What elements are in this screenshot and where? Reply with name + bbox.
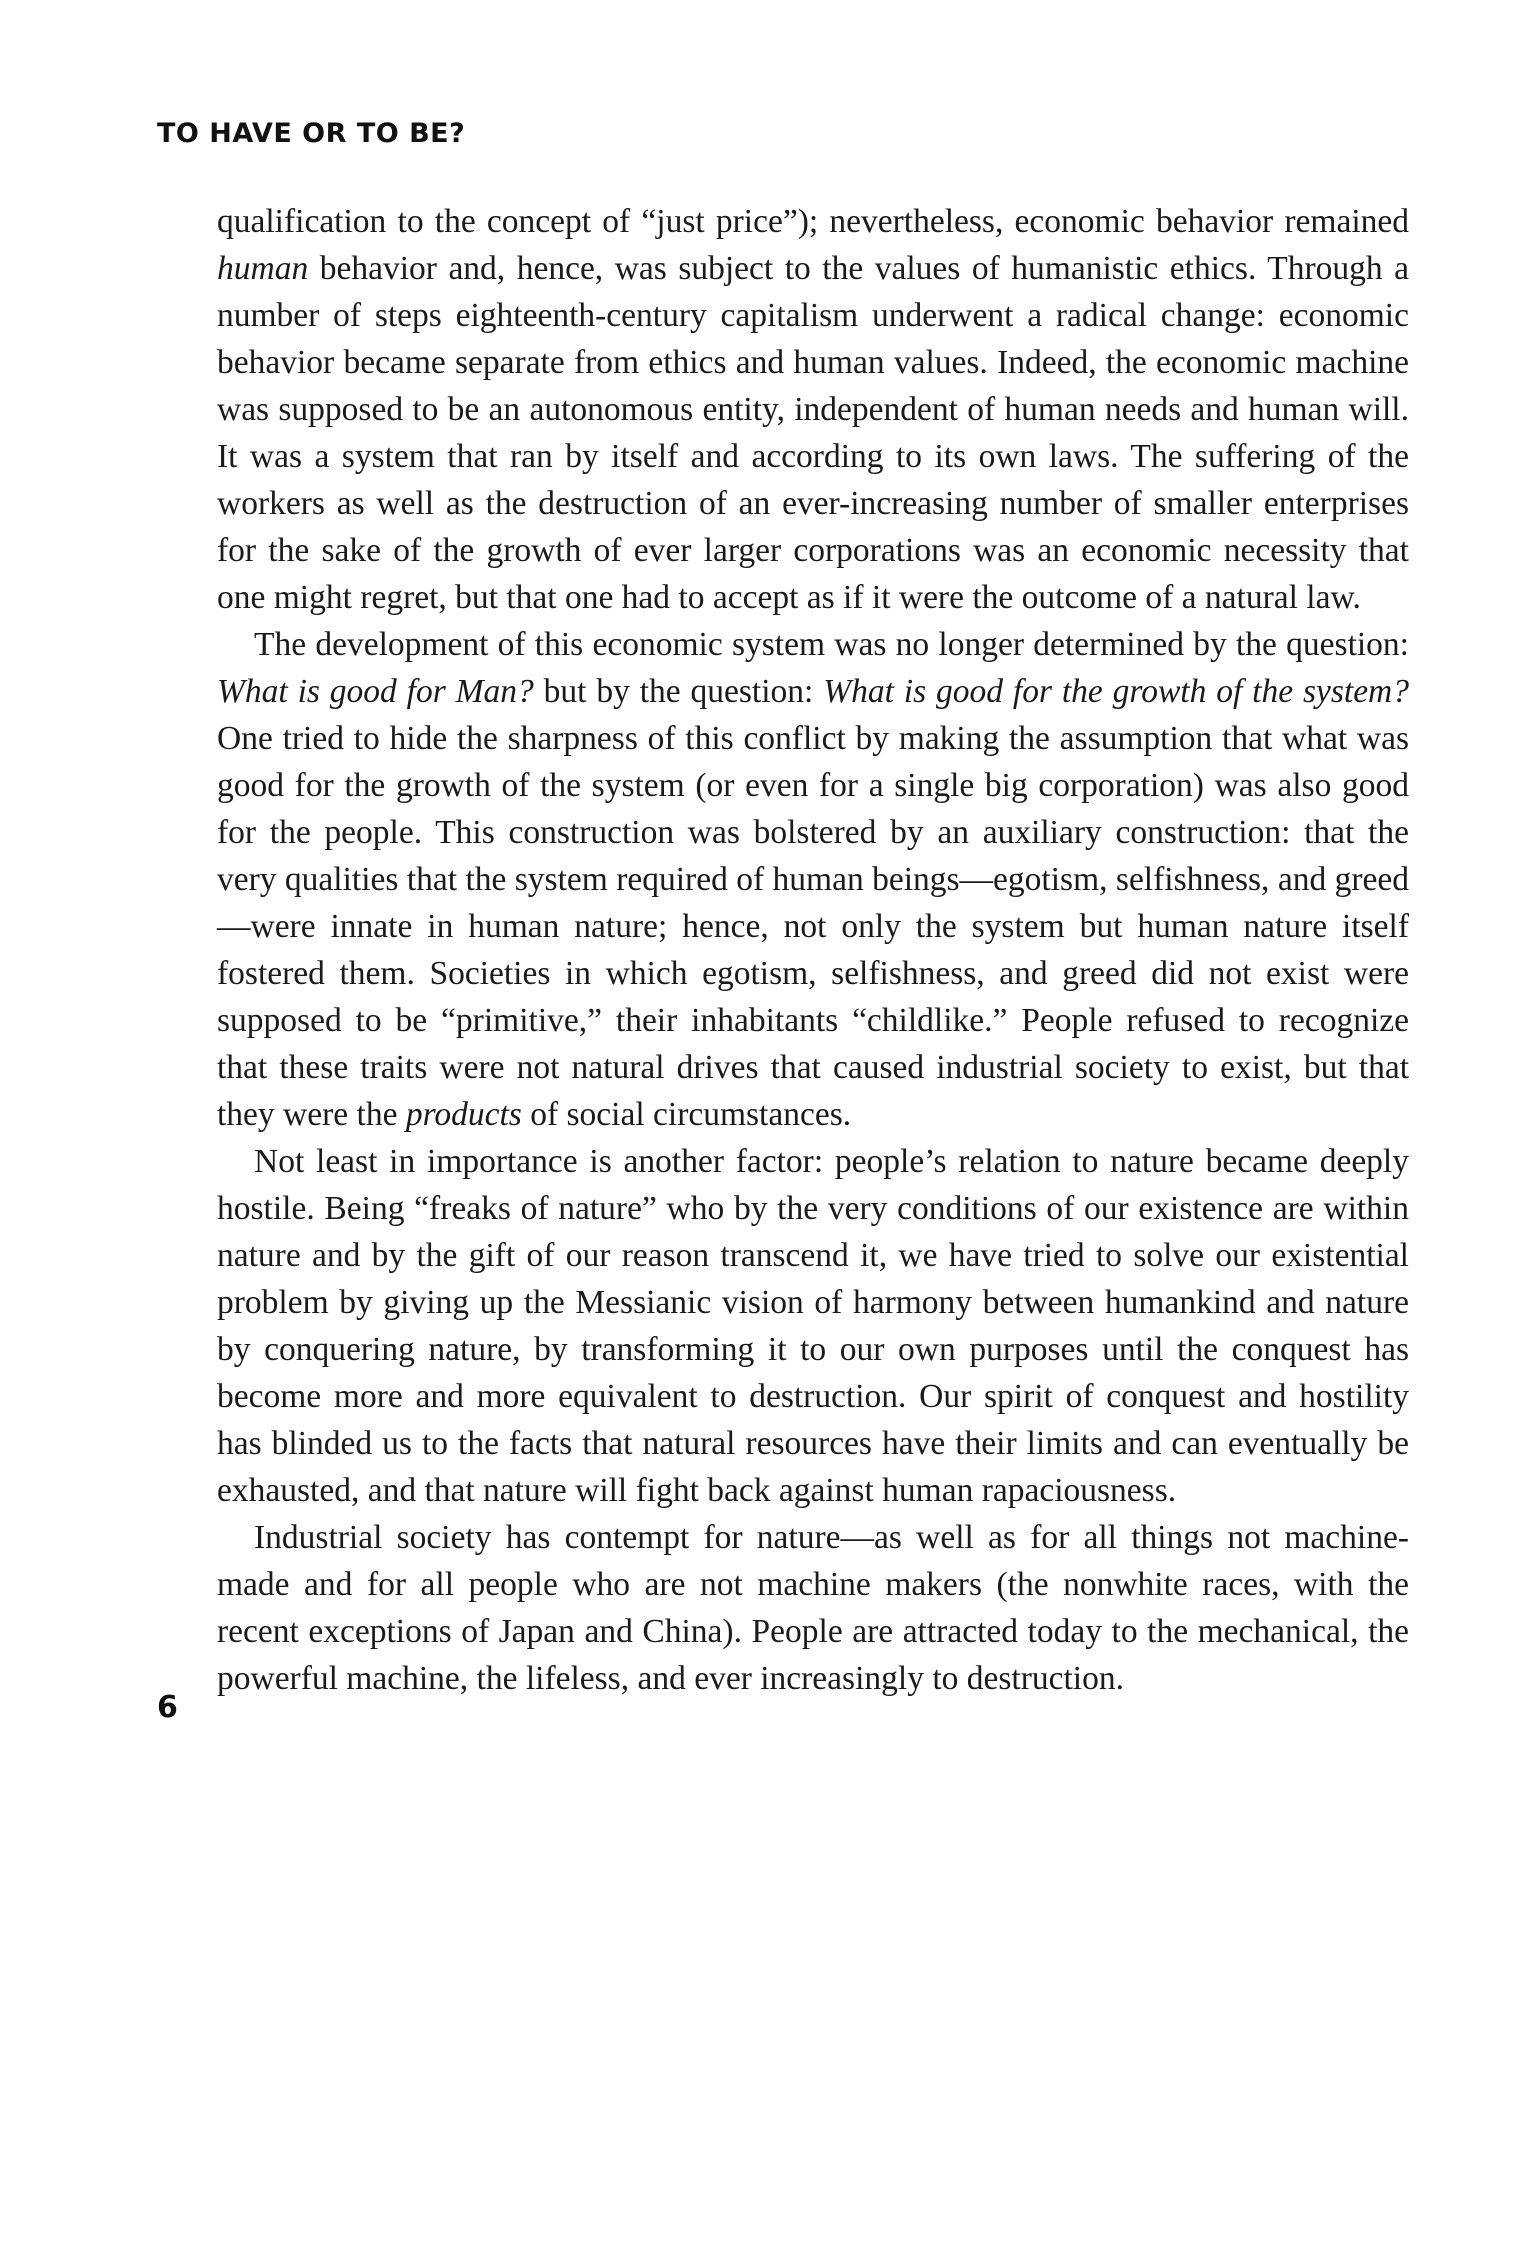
text-run: The development of this economic system was no longer determined by the question: — [254, 626, 1409, 663]
paragraph-3 — [217, 1138, 1409, 1514]
italic-text: products — [405, 1096, 522, 1133]
text-run: Not least in importance is another factor: people’s relation to nature became deeply hostile. Being “freaks of nature” who by the very conditions of our existence are within nature and by the gift of our reason transcend it, we have tried to solve our existential problem by giving up the Messianic vision of harmony between humankind and nature by conquering nature, by transforming it to our own purposes until the conquest has become more and more equivalent to destruction. Our spirit of conquest and hostility has blinded us to the facts that natural resources have their limits and can eventually be exhausted, and that nature will fight back against human rapaciousness. — [217, 1143, 1409, 1509]
text-run: One tried to hide the sharpness of this conflict by making the assumption that what was good for the growth of the system (or even for a single big corporation) was also good for the people. This construction was bolstered by an auxiliary construction: that the very qualities that the system required of human beings—egotism, selfishness, and greed—were innate in human nature; hence, not only the system but human nature itself fostered them. Societies in which egotism, selfishness, and greed did not exist were supposed to be “primitive,” their inhabitants “childlike.” People refused to recognize that these traits were not natural drives that caused industrial society to exist, but that they were the — [217, 720, 1409, 1133]
italic-text: What is good for the growth of the system? — [823, 673, 1410, 710]
paragraph-4 — [217, 1514, 1409, 1702]
text-run: Industrial society has contempt for nature—as well as for all things not machine-made and for all people who are not machine makers (the nonwhite races, with the recent exceptions of Japan and China). People are attracted today to the mechanical, the powerful machine, the lifeless, and ever increasingly to destruction. — [217, 1519, 1409, 1697]
body-text — [217, 198, 1409, 1702]
paragraph-2 — [217, 621, 1409, 1138]
italic-text: human — [217, 250, 309, 287]
page-number: 6 — [157, 1690, 178, 1725]
paragraph-1 — [217, 198, 1409, 621]
text-run: behavior and, hence, was subject to the values of humanistic ethics. Through a number of steps eighteenth-century capitalism underwent a radical change: economic behavior became separate from ethics and human values. Indeed, the economic machine was supposed to be an autonomous entity, independent of human needs and human will. It was a system that ran by itself and according to its own laws. The suffering of the workers as well as the destruction of an ever-increasing number of smaller enterprises for the sake of the growth of ever larger corporations was an economic necessity that one might regret, but that one had to accept as if it were the outcome of a natural law. — [217, 250, 1409, 616]
italic-text: What is good for Man? — [217, 673, 534, 710]
text-run: but by the question: — [533, 673, 824, 710]
text-run: of social circumstances. — [521, 1096, 852, 1133]
running-head-title: TO HAVE OR TO BE? — [157, 118, 466, 149]
text-run: qualification to the concept of “just price”); nevertheless, economic behavior remained — [217, 203, 1409, 240]
